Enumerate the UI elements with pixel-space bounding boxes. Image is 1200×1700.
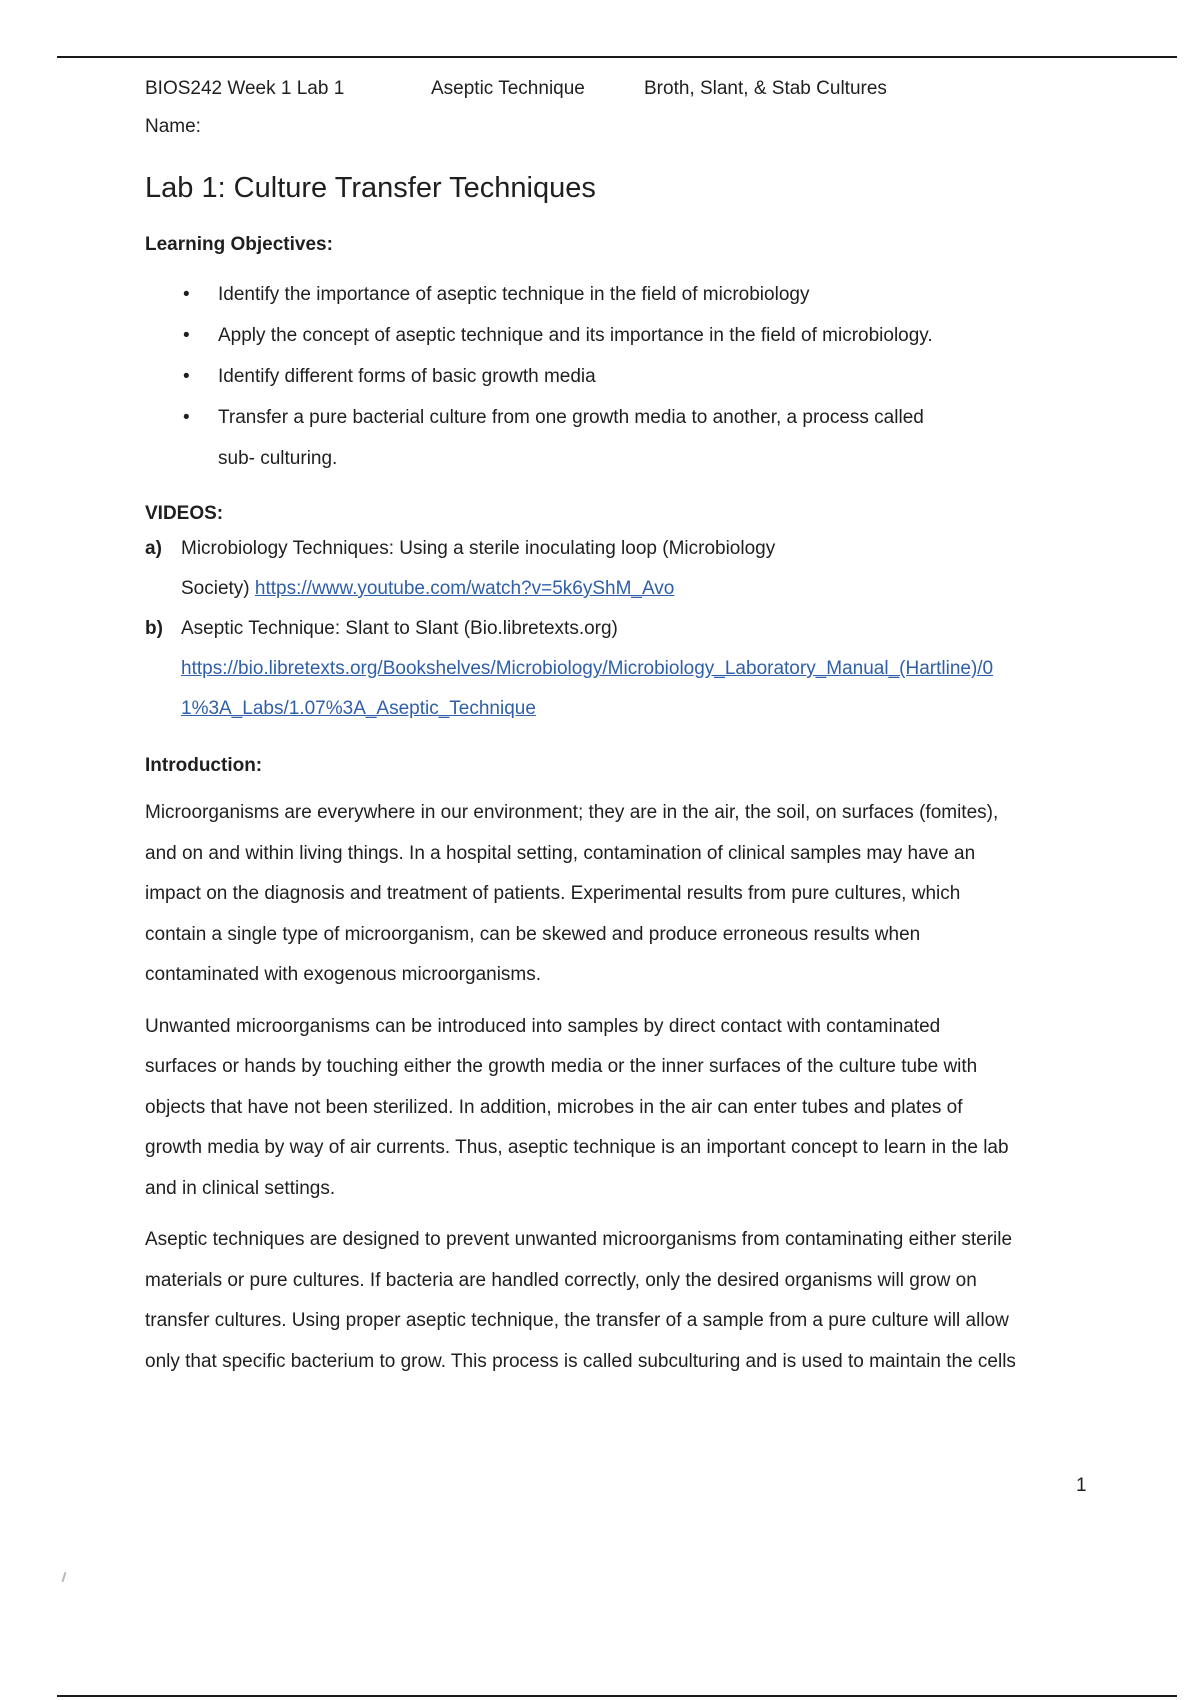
list-item: • Identify different forms of basic growth media	[145, 356, 1095, 397]
header-course: BIOS242 Week 1 Lab 1	[145, 78, 345, 99]
intro-paragraph-2: Unwanted microorganisms can be introduced into samples by direct contact with contaminated surfaces or hands by touching either the growth media or the inner surfaces of the culture tube with objects that have not been sterilized. In addition, microbes in the air can enter tubes and plates of growth media by way of air currents. Thus, aseptic technique is an important concept to learn in the lab and in clinical settings.	[145, 1015, 1009, 1199]
objectives-list	[145, 274, 1095, 479]
running-header	[145, 70, 1095, 108]
video-a-link[interactable]: https://www.youtube.com/watch?v=5k6yShM_Avo	[254, 578, 675, 599]
video-item-b	[145, 609, 1095, 729]
video-a-source-line: Society) https://www.youtube.com/watch?v=5k6yShM_Avo	[181, 578, 675, 599]
videos-heading: VIDEOS:	[145, 503, 224, 524]
intro-paragraph-1: Microorganisms are everywhere in our environment; they are in the air, the soil, on surfaces (fomites), and on and within living things. In a hospital setting, contamination of clinical samples may have an impact on the diagnosis and treatment of patients. Experimental results from pure cultures, which contain a single type of microorganism, can be skewed and produce erroneous results when contaminated with exogenous microorganisms.	[145, 802, 999, 985]
video-b-link-line1[interactable]: https://bio.libretexts.org/Bookshelves/Microbiology/Microbiology_Laboratory_Manual_(Hartline)/0	[181, 658, 994, 679]
list-item: • Transfer a pure bacterial culture from one growth media to another, a process called	[145, 397, 1095, 438]
bullet-icon: •	[183, 366, 190, 387]
video-label-a: a)	[145, 538, 162, 559]
header-rule	[57, 56, 1177, 58]
video-b-title: Aseptic Technique: Slant to Slant (Bio.libretexts.org)	[181, 618, 618, 639]
bullet-icon: •	[183, 407, 190, 428]
page-title: Lab 1: Culture Transfer Techniques	[145, 172, 596, 204]
intro-paragraph-3: Aseptic techniques are designed to prevent unwanted microorganisms from contaminating either sterile materials or pure cultures. If bacteria are handled correctly, only the desired organisms will grow on transfer cultures. Using proper aseptic technique, the transfer of a sample from a pure culture will allow only that specific bacterium to grow. This process is called subculturing and is used to maintain the cells	[145, 1229, 1016, 1372]
video-item-a	[145, 529, 1095, 609]
page-number: 1	[1076, 1475, 1087, 1496]
name-label: Name:	[145, 116, 201, 137]
list-item-continuation: sub- culturing.	[218, 448, 338, 469]
list-item: • Identify the importance of aseptic technique in the field of microbiology	[145, 274, 1095, 315]
document-page	[145, 70, 1095, 1393]
header-cultures: Broth, Slant, & Stab Cultures	[644, 78, 887, 99]
video-label-b: b)	[145, 618, 163, 639]
list-item: • Apply the concept of aseptic technique and its importance in the field of microbiology.	[145, 315, 1095, 356]
footer-rule	[57, 1695, 1177, 1697]
stray-mark	[62, 1572, 67, 1582]
bullet-icon: •	[183, 325, 190, 346]
video-b-link-line2[interactable]: 1%3A_Labs/1.07%3A_Aseptic_Technique	[181, 698, 536, 719]
header-topic: Aseptic Technique	[431, 78, 585, 99]
video-a-title: Microbiology Techniques: Using a sterile inoculating loop (Microbiology	[181, 538, 776, 559]
objectives-heading: Learning Objectives:	[145, 234, 333, 255]
bullet-icon: •	[183, 284, 190, 305]
introduction-heading: Introduction:	[145, 755, 263, 776]
